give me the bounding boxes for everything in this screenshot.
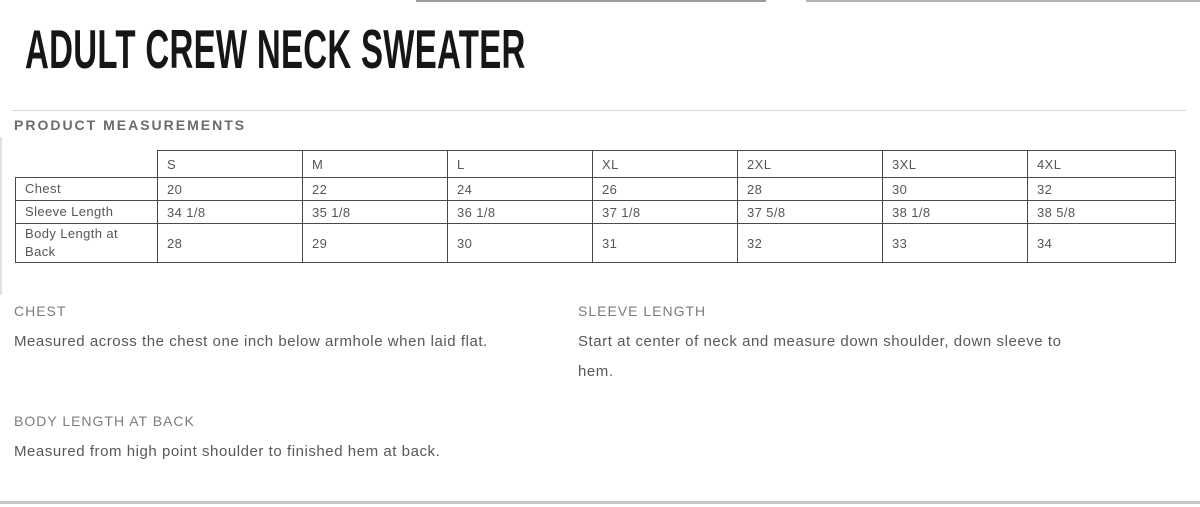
cell: 38 5/8 (1028, 201, 1176, 224)
column-header-3xl: 3XL (883, 151, 1028, 178)
row-label: Chest (16, 178, 158, 201)
cell: 28 (738, 178, 883, 201)
size-chart-table (15, 150, 1176, 263)
sleeve-length-description-text: Start at center of neck and measure down shoulder, down sleeve to hem. (578, 333, 1062, 380)
cell: 36 1/8 (448, 201, 593, 224)
chest-description-text: Measured across the chest one inch below armhole when laid flat. (14, 333, 488, 350)
cell: 31 (593, 224, 738, 263)
table-row-chest (16, 178, 1176, 201)
cell: 30 (883, 178, 1028, 201)
cell: 32 (1028, 178, 1176, 201)
cell: 30 (448, 224, 593, 263)
column-header-s: S (158, 151, 303, 178)
body-length-description-section (14, 413, 574, 467)
body-length-heading: BODY LENGTH AT BACK (14, 413, 195, 429)
cell: 34 (1028, 224, 1176, 263)
body-length-description-text: Measured from high point shoulder to finished hem at back. (14, 443, 441, 460)
top-border-line (416, 0, 766, 2)
size-header-row (16, 151, 1176, 178)
cell: 32 (738, 224, 883, 263)
bottom-border-line (0, 501, 1200, 504)
cell: 24 (448, 178, 593, 201)
blank-corner-cell (16, 151, 158, 178)
table-row-sleeve-length (16, 201, 1176, 224)
chest-description-section (14, 303, 534, 357)
table-row-body-length-at-back (16, 224, 1176, 263)
row-label: Sleeve Length (16, 201, 158, 224)
top-border-line (806, 0, 1200, 2)
cell: 26 (593, 178, 738, 201)
product-measurements-heading: PRODUCT MEASUREMENTS (14, 117, 247, 133)
column-header-m: M (303, 151, 448, 178)
row-label: Body Length at Back (16, 224, 158, 263)
cell: 38 1/8 (883, 201, 1028, 224)
page-title: ADULT CREW NECK SWEATER (25, 18, 526, 80)
cell: 35 1/8 (303, 201, 448, 224)
cell: 20 (158, 178, 303, 201)
cell: 34 1/8 (158, 201, 303, 224)
cell: 28 (158, 224, 303, 263)
sleeve-length-description-section (578, 303, 1096, 387)
cell: 33 (883, 224, 1028, 263)
cell: 29 (303, 224, 448, 263)
cell: 37 5/8 (738, 201, 883, 224)
column-header-l: L (448, 151, 593, 178)
column-header-2xl: 2XL (738, 151, 883, 178)
column-header-xl: XL (593, 151, 738, 178)
column-header-4xl: 4XL (1028, 151, 1176, 178)
chest-heading: CHEST (14, 303, 67, 319)
cell: 37 1/8 (593, 201, 738, 224)
cell: 22 (303, 178, 448, 201)
page-edge-line (0, 137, 2, 295)
divider-line (12, 110, 1186, 111)
sleeve-length-heading: SLEEVE LENGTH (578, 303, 707, 319)
